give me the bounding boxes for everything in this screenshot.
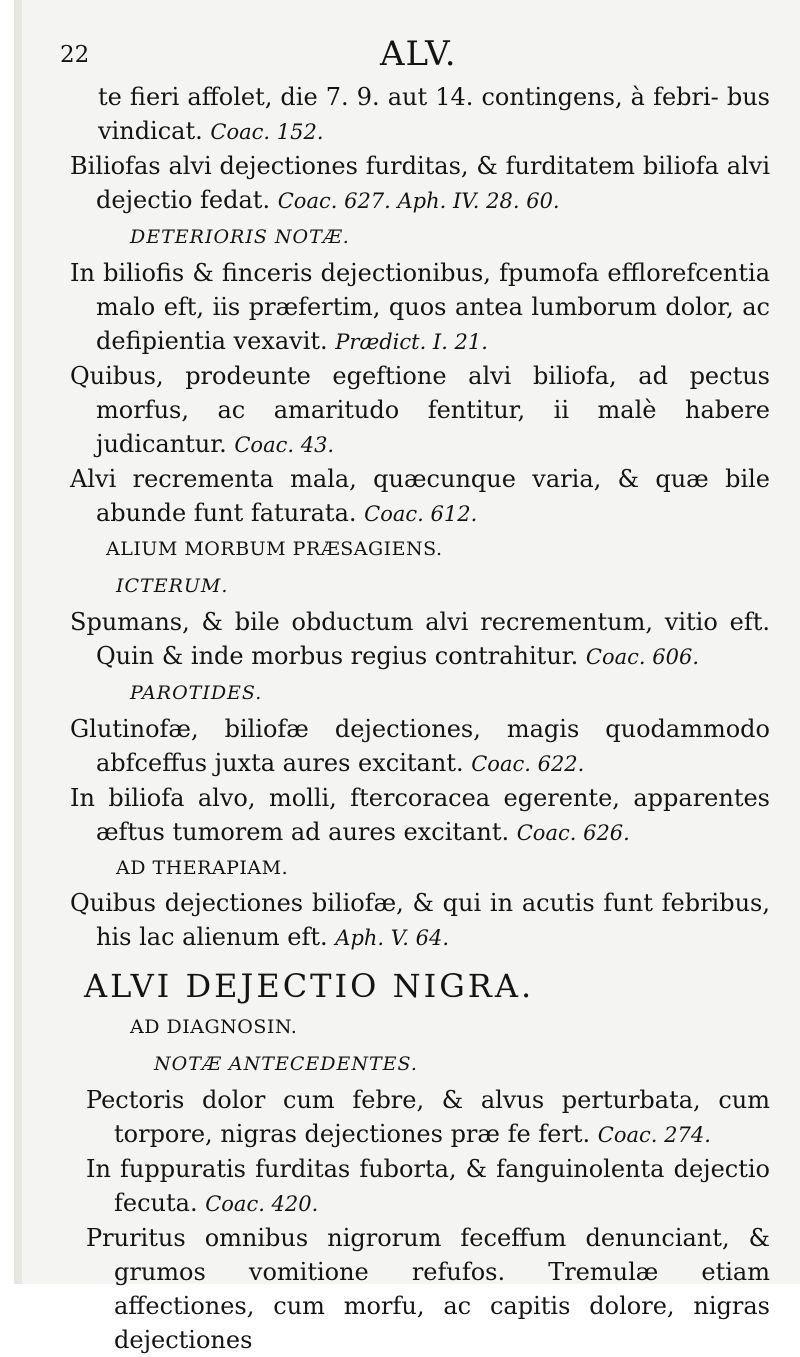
paragraph — [70, 712, 770, 781]
citation: Coac. 43. — [234, 433, 335, 457]
paragraph — [70, 256, 770, 359]
paragraph-text: Alvi recrementa mala, quæcunque varia, & quæ bile abunde funt faturata. — [70, 465, 770, 527]
paragraph — [70, 1152, 770, 1221]
paragraph — [70, 1221, 770, 1357]
paragraph-text: In fuppuratis furditas fuborta, & fanguinolenta dejectio fecuta. — [86, 1155, 770, 1217]
paragraph-text: Biliofas alvi dejectiones furditas, & furditatem biliofa alvi dejectio fedat. — [70, 152, 770, 214]
paragraph — [70, 781, 770, 850]
section-heading: AD DIAGNOSIN. — [130, 1016, 298, 1038]
gutter-shadow — [14, 0, 22, 1284]
paragraph — [70, 80, 770, 149]
paragraph-text: Spumans, & bile obductum alvi recrementum, vitio eft. Quin & inde morbus regius contrahitur. — [70, 608, 770, 670]
section-subheading: PAROTIDES. — [130, 682, 263, 704]
citation: Coac. 612. — [364, 502, 478, 526]
paragraph-text: In biliofa alvo, molli, ftercoracea egerente, apparentes æftus tumorem ad aures excitant. — [70, 784, 770, 846]
citation: Coac. 627. Aph. IV. 28. 60. — [277, 189, 560, 213]
citation: Coac. 626. — [516, 821, 630, 845]
citation: Prædict. I. 21. — [335, 330, 488, 354]
page-number: 22 — [60, 42, 90, 68]
section-heading: ALIUM MORBUM PRÆSAGIENS. — [106, 538, 443, 560]
main-heading: ALVI DEJECTIO NIGRA. — [84, 967, 535, 1005]
citation: Coac. 274. — [597, 1123, 711, 1147]
section-subheading: ICTERUM. — [116, 575, 229, 597]
paragraph — [70, 605, 770, 674]
paragraph-text: Quibus dejectiones biliofæ, & qui in acutis funt febribus, his lac alienum eft. — [70, 889, 770, 951]
running-head: ALV. — [380, 34, 457, 74]
page-body — [70, 80, 770, 1357]
paragraph-text: In biliofis & finceris dejectionibus, fpumofa efflorefcentia malo eft, iis præfertim, quos antea lumborum dolor, ac defipientia vexavit. — [70, 259, 770, 355]
paragraph — [70, 359, 770, 462]
citation: Coac. 420. — [205, 1192, 319, 1216]
paragraph — [70, 149, 770, 218]
paragraph-text: Glutinofæ, biliofæ dejectiones, magis quodammodo abfceffus juxta aures excitant. — [70, 715, 770, 777]
section-heading: AD THERAPIAM. — [116, 857, 289, 879]
citation: Coac. 622. — [471, 752, 585, 776]
section-subheading: DETERIORIS NOTÆ. — [130, 226, 350, 248]
citation: Coac. 606. — [585, 645, 699, 669]
paragraph — [70, 1083, 770, 1152]
paragraph-text: Pectoris dolor cum febre, & alvus perturbata, cum torpore, nigras dejectiones præ fe fert. — [86, 1086, 770, 1148]
page-margin-edge — [0, 0, 14, 1284]
section-subheading: NOTÆ ANTECEDENTES. — [154, 1053, 418, 1075]
paragraph — [70, 462, 770, 531]
page-header — [60, 34, 780, 74]
paragraph-text: Quibus, prodeunte egeftione alvi biliofa, ad pectus morfus, ac amaritudo fentitur, ii malè habere judicantur. — [70, 362, 770, 458]
paragraph — [70, 886, 770, 955]
paragraph-text: te fieri affolet, die 7. 9. aut 14. contingens, à febri- bus vindicat. — [98, 83, 770, 145]
citation: Coac. 152. — [210, 120, 324, 144]
paragraph-text: Pruritus omnibus nigrorum feceffum denunciant, & grumos vomitione refufos. Tremulæ etiam affectiones, cum morfu, ac capitis dolore, nigras dejectiones — [86, 1224, 770, 1354]
citation: Aph. V. 64. — [335, 926, 450, 950]
